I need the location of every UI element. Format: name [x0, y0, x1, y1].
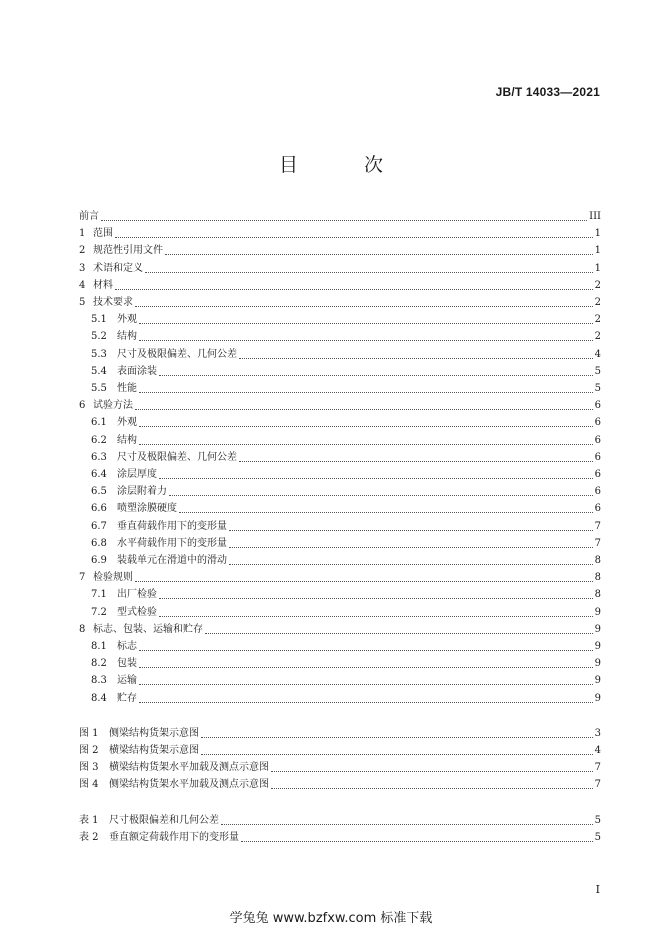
dot-leader: [115, 288, 593, 290]
toc-entry[interactable]: [79, 740, 601, 757]
toc-entry-text: 出厂检验: [117, 589, 157, 601]
toc-entry-text: 试验方法: [93, 400, 133, 412]
dot-leader: [139, 391, 593, 393]
toc-entry-number: 6: [79, 400, 86, 412]
toc-entry-label: [91, 383, 137, 395]
dot-leader: [135, 305, 593, 307]
toc-entry-number: 3: [79, 262, 86, 274]
toc-entry-label: [79, 779, 269, 791]
toc-entry[interactable]: [91, 688, 601, 705]
toc-entry[interactable]: [79, 223, 601, 240]
toc-entry-page: 8: [594, 555, 601, 566]
toc-entry[interactable]: [79, 206, 601, 223]
toc-entry-page: 9: [594, 623, 601, 635]
dot-leader: [139, 322, 593, 324]
dot-leader: [139, 683, 593, 685]
toc-entry-number: 5.1: [91, 314, 107, 326]
toc-entry-number: 8: [79, 623, 86, 635]
toc-entry[interactable]: [91, 430, 601, 447]
toc-entry[interactable]: [91, 447, 601, 464]
toc-entry-text: 喷塑涂膜硬度: [117, 503, 177, 515]
toc-entry[interactable]: [91, 309, 601, 326]
toc-entry-text: 检验规则: [93, 572, 133, 584]
toc-entry[interactable]: [91, 533, 601, 550]
dot-leader: [179, 511, 593, 513]
toc-entry-text: 包装: [117, 658, 137, 670]
toc-entry-label: [91, 366, 157, 378]
toc-entry-text: 垂直荷载作用下的变形量: [117, 520, 227, 532]
toc-entry-text: 范围: [93, 228, 113, 240]
toc-entry-number: 6.5: [91, 486, 107, 498]
toc-entry-text: 侧梁结构货架示意图: [109, 727, 199, 739]
toc-entry[interactable]: [91, 636, 601, 653]
toc-entry[interactable]: [91, 498, 601, 515]
document-code: JB/T 14033—2021: [495, 85, 600, 99]
toc-entry-label: [91, 693, 137, 705]
dot-leader: [229, 563, 593, 565]
toc-entry-page: 6: [594, 434, 601, 446]
toc-entry-text: 技术要求: [93, 297, 133, 308]
toc-entry-number: 图 2: [79, 745, 99, 756]
toc-entry-text: 标志、包装、运输和贮存: [93, 623, 203, 635]
toc-entry-number: 7.2: [91, 606, 107, 618]
toc-entry-label: [91, 658, 137, 670]
dot-leader: [139, 649, 593, 651]
toc-entry-number: 6.3: [91, 451, 107, 463]
toc-entry-number: 8.4: [91, 692, 107, 704]
toc-entry[interactable]: [79, 258, 601, 275]
toc-entry[interactable]: [91, 412, 601, 429]
toc-entry-page: 8: [594, 572, 601, 584]
toc-entry-text: 型式检验: [117, 606, 157, 618]
toc-entry-label: [79, 211, 99, 223]
toc-entry-text: 标志: [117, 641, 137, 652]
toc-entry-text: 材料: [93, 279, 113, 291]
toc-entry-number: 1: [79, 228, 86, 240]
toc-entry-text: 横梁结构货架示意图: [109, 745, 199, 756]
toc-entry-text: 结构: [117, 434, 137, 446]
toc-entry-text: 涂层附着力: [117, 486, 167, 498]
toc-entry-label: [91, 435, 137, 447]
toc-entry-page: 5: [594, 383, 601, 394]
toc-entry[interactable]: [79, 774, 601, 791]
toc-entry-text: 尺寸极限偏差和几何公差: [109, 814, 219, 826]
toc-entry[interactable]: [91, 670, 601, 687]
toc-entry[interactable]: [91, 344, 601, 361]
toc-entry-label: [79, 728, 199, 740]
toc-entry[interactable]: [91, 584, 601, 601]
toc-entry-text: 尺寸及极限偏差、几何公差: [117, 451, 237, 463]
toc-entry-label: [91, 641, 137, 653]
toc-entry-label: [91, 521, 227, 533]
toc-entry-number: 7: [79, 572, 86, 584]
toc-entry-label: [79, 815, 219, 827]
toc-entry-page: 2: [594, 314, 601, 326]
dot-leader: [205, 632, 593, 634]
toc-entry-page: 2: [594, 279, 601, 291]
toc-entry-label: [91, 417, 137, 429]
dot-leader: [139, 425, 593, 427]
toc-entry[interactable]: [91, 602, 601, 619]
toc-entry[interactable]: [79, 240, 601, 257]
toc-entry-text: 横梁结构货架水平加载及测点示意图: [109, 762, 269, 774]
toc-entry-text: 侧梁结构货架水平加载及测点示意图: [109, 779, 269, 791]
dot-leader: [239, 357, 593, 359]
toc-entry[interactable]: [79, 395, 601, 412]
toc-entry-text: 尺寸及极限偏差、几何公差: [117, 348, 237, 360]
dot-leader: [159, 597, 593, 599]
toc-entry-number: 6.1: [91, 417, 107, 429]
toc-entry-page: III: [589, 211, 601, 222]
toc-entry-page: 7: [594, 779, 601, 791]
toc-entry[interactable]: [91, 464, 601, 481]
toc-entry[interactable]: [91, 516, 601, 533]
toc-entry-label: [91, 675, 137, 687]
toc-entry[interactable]: [79, 567, 601, 584]
toc-entry-page: 2: [594, 297, 601, 308]
toc-entry-number: 5.4: [91, 365, 107, 377]
toc-entry-label: [91, 555, 227, 567]
toc-entry-number: 8.2: [91, 658, 107, 670]
toc-entry-page: 6: [594, 469, 601, 480]
toc-entry-page: 9: [594, 692, 601, 704]
toc-entry-text: 性能: [117, 383, 137, 394]
toc-entry[interactable]: [79, 619, 601, 636]
toc-entry-number: 图 1: [79, 727, 99, 739]
toc-entry-text: 装载单元在滑道中的滑动: [117, 555, 227, 566]
toc-entry-label: [79, 228, 113, 240]
toc-entry-label: [79, 263, 143, 275]
dot-leader: [165, 253, 593, 255]
toc-entry-number: 图 4: [79, 779, 99, 791]
toc-entry-label: [79, 280, 113, 292]
toc-entry-text: 前言: [79, 211, 99, 222]
dot-leader: [115, 236, 593, 238]
toc-entry-label: [79, 624, 203, 636]
toc-entry-number: 图 3: [79, 762, 99, 774]
toc-entry-text: 规范性引用文件: [93, 245, 163, 257]
dot-leader: [159, 374, 593, 376]
toc-entry-number: 6.8: [91, 537, 107, 549]
toc-entry-page: 1: [594, 245, 601, 257]
toc-entry-page: 6: [594, 451, 601, 463]
dot-leader: [221, 823, 593, 825]
dot-leader: [139, 443, 593, 445]
dot-leader: [101, 219, 587, 221]
toc-entry-number: 表 2: [79, 831, 99, 843]
toc-entry-page: 6: [594, 417, 601, 429]
toc-entry-number: 6.7: [91, 520, 107, 532]
toc-entry-label: [79, 762, 269, 774]
toc-entry-page: 5: [594, 831, 601, 843]
toc-entry[interactable]: [79, 292, 601, 309]
footer-watermark: 学兔兔 www.bzfxw.com 标准下载: [229, 911, 433, 926]
toc-entry-page: 6: [594, 486, 601, 498]
toc-entry[interactable]: [91, 653, 601, 670]
dot-leader: [135, 580, 593, 582]
dot-leader: [139, 701, 593, 703]
toc-entry-text: 贮存: [117, 692, 137, 704]
dot-leader: [229, 529, 593, 531]
toc-entry[interactable]: [91, 361, 601, 378]
toc-title: 目 次: [278, 154, 414, 176]
dot-leader: [241, 840, 593, 842]
toc-entry[interactable]: [79, 757, 601, 774]
dot-leader: [145, 271, 593, 273]
toc-entry-text: 外观: [117, 417, 137, 429]
dot-leader: [271, 787, 593, 789]
toc-entry-label: [91, 503, 177, 515]
dot-leader: [271, 770, 593, 772]
toc-entry-label: [79, 572, 133, 584]
toc-entry-label: [91, 486, 167, 498]
toc-entry-label: [91, 314, 137, 326]
toc-entry-page: 2: [594, 331, 601, 343]
page-number: I: [595, 883, 600, 896]
toc-entry-text: 术语和定义: [93, 262, 143, 274]
toc-entry-page: 7: [594, 762, 601, 774]
toc-entry[interactable]: [79, 827, 601, 844]
toc-entry-number: 5.5: [91, 383, 107, 394]
toc-entry-label: [79, 832, 239, 844]
toc-entry-number: 6.6: [91, 503, 107, 515]
toc-entry[interactable]: [91, 481, 601, 498]
dot-leader: [201, 736, 593, 738]
toc-entry-label: [91, 469, 157, 481]
dot-leader: [139, 666, 593, 668]
dot-leader: [159, 477, 593, 479]
toc-entry-text: 表面涂装: [117, 365, 157, 377]
toc-entry-page: 7: [594, 520, 601, 532]
toc-entry-number: 表 1: [79, 814, 99, 826]
toc-entry-text: 结构: [117, 331, 137, 343]
toc-entry-label: [91, 452, 237, 464]
toc-entry-page: 9: [594, 641, 601, 652]
toc-entry-number: 8.3: [91, 675, 107, 687]
dot-leader: [201, 753, 593, 755]
toc-entry-number: 2: [79, 245, 86, 257]
toc-entry-page: 7: [594, 537, 601, 549]
toc-entry-number: 6.2: [91, 434, 107, 446]
toc-entry-page: 9: [594, 675, 601, 687]
dot-leader: [229, 546, 593, 548]
dot-leader: [169, 494, 593, 496]
toc-entry-number: 7.1: [91, 589, 107, 601]
toc-entry-page: 3: [594, 727, 601, 739]
toc-entry-label: [91, 589, 157, 601]
toc-entry-number: 4: [79, 279, 86, 291]
toc-entry-page: 5: [594, 365, 601, 377]
toc-entry[interactable]: [79, 275, 601, 292]
toc-entry[interactable]: [91, 378, 601, 395]
toc-entry-label: [79, 400, 133, 412]
toc-entry-page: 6: [594, 400, 601, 412]
toc-entry-text: 运输: [117, 675, 137, 687]
toc-entry-page: 9: [594, 606, 601, 618]
toc-entry-page: 9: [594, 658, 601, 670]
toc-entry-label: [91, 349, 237, 361]
toc-entry[interactable]: [91, 326, 601, 343]
toc-entry-text: 垂直额定荷载作用下的变形量: [109, 831, 239, 843]
toc-entry-number: 5: [79, 297, 86, 308]
toc-entry-label: [79, 745, 199, 757]
toc-entry[interactable]: [79, 810, 601, 827]
toc-entry-label: [91, 331, 137, 343]
toc-entry-page: 1: [594, 228, 601, 240]
toc-entry-page: 6: [594, 503, 601, 515]
dot-leader: [239, 460, 593, 462]
toc-entry-page: 4: [594, 348, 601, 360]
toc-entry[interactable]: [79, 723, 601, 740]
toc-entry-page: 1: [594, 262, 601, 274]
dot-leader: [139, 339, 593, 341]
dot-leader: [135, 408, 593, 410]
toc-entry-number: 5.2: [91, 331, 107, 343]
toc-entry-number: 5.3: [91, 348, 107, 360]
toc-entry-text: 涂层厚度: [117, 469, 157, 480]
toc-entry-number: 6.9: [91, 555, 107, 566]
toc-entry-page: 8: [594, 589, 601, 601]
toc-entry-text: 外观: [117, 314, 137, 326]
toc-entry-number: 6.4: [91, 469, 107, 480]
toc-entry-text: 水平荷载作用下的变形量: [117, 537, 227, 549]
toc-entry-number: 8.1: [91, 641, 107, 652]
toc-entry[interactable]: [91, 550, 601, 567]
dot-leader: [159, 615, 593, 617]
toc-entry-page: 4: [594, 745, 601, 756]
toc-entry-label: [91, 538, 227, 550]
toc-entry-label: [91, 607, 157, 619]
toc-entry-label: [79, 245, 163, 257]
toc-entry-page: 5: [594, 814, 601, 826]
toc-entry-label: [79, 297, 133, 309]
